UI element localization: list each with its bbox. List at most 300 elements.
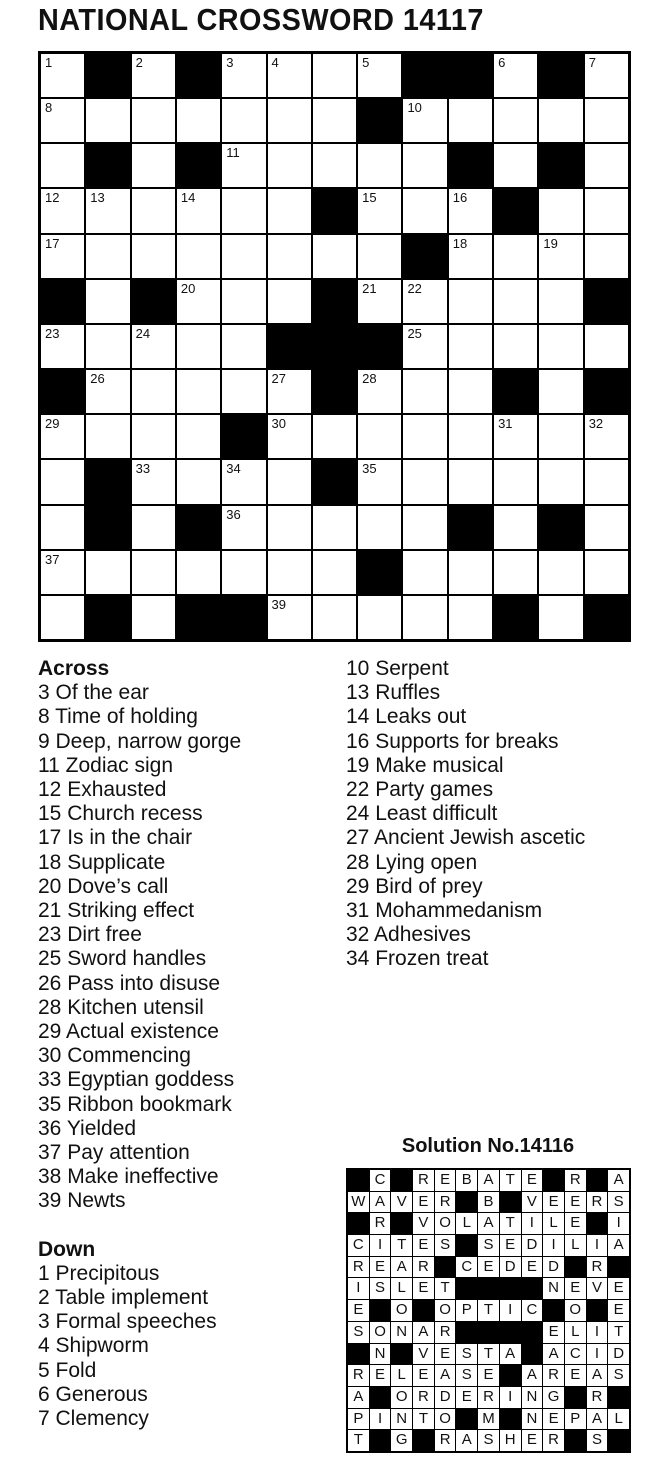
- cell-number: 26: [90, 371, 105, 387]
- solution-letter: A: [391, 1257, 412, 1278]
- grid-cell[interactable]: [41, 54, 84, 97]
- grid-cell[interactable]: [222, 370, 265, 413]
- solution-title: Solution No.14116: [401, 1135, 575, 1157]
- solution-block: [456, 1322, 477, 1343]
- grid-cell[interactable]: [268, 189, 311, 232]
- grid-cell[interactable]: [449, 235, 492, 278]
- clue: 8 Time of holding: [38, 705, 198, 729]
- solution-letter: C: [522, 1300, 543, 1321]
- grid-block: [585, 280, 628, 323]
- solution-block: [413, 1430, 434, 1451]
- grid-cell[interactable]: [132, 144, 175, 187]
- solution-letter: N: [391, 1409, 412, 1430]
- grid-cell[interactable]: [132, 596, 175, 639]
- solution-letter: G: [391, 1430, 412, 1451]
- grid-block: [41, 370, 84, 413]
- grid-block: [86, 596, 129, 639]
- clue: 12 Exhausted: [38, 778, 167, 802]
- grid-cell[interactable]: [358, 54, 401, 97]
- clue: 26 Pass into disuse: [38, 971, 221, 995]
- grid-cell[interactable]: [177, 415, 220, 458]
- grid-cell[interactable]: [585, 460, 628, 503]
- cell-number: 31: [498, 416, 513, 432]
- grid-block: [41, 280, 84, 323]
- cell-number: 7: [588, 55, 596, 70]
- solution-block: [565, 1257, 586, 1278]
- grid-cell[interactable]: [449, 370, 492, 413]
- grid-cell[interactable]: [313, 99, 356, 142]
- cell-number: 28: [362, 371, 377, 387]
- grid-cell[interactable]: [222, 460, 265, 503]
- grid-cell[interactable]: [313, 551, 356, 594]
- grid-cell[interactable]: [449, 189, 492, 232]
- grid-cell[interactable]: [86, 325, 129, 368]
- grid-cell[interactable]: [449, 280, 492, 323]
- grid-cell[interactable]: [539, 460, 582, 503]
- grid-cell[interactable]: [86, 370, 129, 413]
- grid-cell[interactable]: [358, 189, 401, 232]
- grid-cell[interactable]: [494, 460, 537, 503]
- solution-letter: S: [587, 1430, 608, 1451]
- grid-block: [222, 596, 265, 639]
- grid-cell[interactable]: [132, 370, 175, 413]
- grid-cell[interactable]: [41, 235, 84, 278]
- grid-block: [358, 99, 401, 142]
- solution-letter: A: [478, 1170, 499, 1191]
- grid-cell[interactable]: [585, 99, 628, 142]
- cell-number: 10: [407, 100, 422, 116]
- grid-cell[interactable]: [449, 551, 492, 594]
- grid-cell[interactable]: [585, 144, 628, 187]
- grid-cell[interactable]: [449, 415, 492, 458]
- grid-cell[interactable]: [268, 415, 311, 458]
- solution-letter: S: [348, 1322, 369, 1343]
- solution-letter: C: [565, 1344, 586, 1365]
- solution-letter: I: [587, 1344, 608, 1365]
- clue: 35 Ribbon bookmark: [38, 1092, 232, 1116]
- grid-cell[interactable]: [494, 144, 537, 187]
- clue: 24 Least difficult: [346, 802, 498, 826]
- grid-cell[interactable]: [41, 596, 84, 639]
- solution-block: [500, 1192, 521, 1213]
- solution-letter: I: [370, 1409, 391, 1430]
- crossword-grid[interactable]: [38, 51, 631, 642]
- grid-cell[interactable]: [403, 280, 446, 323]
- grid-cell[interactable]: [449, 325, 492, 368]
- grid-block: [313, 280, 356, 323]
- solution-letter: S: [608, 1365, 629, 1386]
- grid-block: [358, 325, 401, 368]
- clue: 16 Supports for breaks: [346, 729, 559, 753]
- grid-cell[interactable]: [132, 415, 175, 458]
- clue: 30 Commencing: [38, 1044, 191, 1068]
- cell-number: 16: [452, 190, 468, 206]
- grid-cell[interactable]: [585, 189, 628, 232]
- grid-cell[interactable]: [132, 189, 175, 232]
- cell-number: 5: [362, 55, 370, 70]
- grid-cell[interactable]: [585, 325, 628, 368]
- solution-letter: E: [565, 1278, 586, 1299]
- solution-letter: C: [370, 1170, 391, 1191]
- clue: 33 Egyptian goddess: [38, 1068, 235, 1092]
- grid-cell[interactable]: [449, 460, 492, 503]
- cell-number: 12: [45, 190, 60, 206]
- grid-cell[interactable]: [403, 370, 446, 413]
- grid-cell[interactable]: [268, 280, 311, 323]
- clue: 37 Pay attention: [38, 1141, 190, 1165]
- solution-block: [413, 1300, 434, 1321]
- grid-cell[interactable]: [313, 506, 356, 549]
- solution-letter: D: [500, 1257, 521, 1278]
- grid-block: [585, 370, 628, 413]
- grid-cell[interactable]: [222, 54, 265, 97]
- grid-cell[interactable]: [177, 325, 220, 368]
- grid-block: [313, 460, 356, 503]
- cell-number: 18: [452, 235, 468, 251]
- solution-block: [370, 1430, 391, 1451]
- solution-block: [348, 1213, 369, 1234]
- solution-block: [478, 1322, 499, 1343]
- solution-letter: S: [456, 1365, 477, 1386]
- grid-cell[interactable]: [358, 144, 401, 187]
- solution-letter: R: [543, 1365, 564, 1386]
- grid-cell[interactable]: [132, 54, 175, 97]
- solution-letter: T: [500, 1170, 521, 1191]
- cell-number: 35: [362, 461, 377, 477]
- solution-letter: E: [456, 1387, 477, 1408]
- cell-number: 36: [226, 506, 241, 522]
- solution-letter: N: [391, 1322, 412, 1343]
- grid-cell[interactable]: [132, 551, 175, 594]
- grid-block: [585, 596, 628, 639]
- solution-letter: L: [608, 1409, 629, 1430]
- solution-letter: T: [348, 1430, 369, 1451]
- clue: 4 Shipworm: [38, 1334, 149, 1358]
- solution-letter: E: [608, 1300, 629, 1321]
- solution-letter: R: [435, 1430, 456, 1451]
- solution-letter: P: [565, 1409, 586, 1430]
- grid-block: [132, 280, 175, 323]
- grid-block: [177, 596, 220, 639]
- solution-letter: R: [435, 1322, 456, 1343]
- solution-letter: L: [391, 1278, 412, 1299]
- grid-cell[interactable]: [41, 415, 84, 458]
- solution-block: [391, 1170, 412, 1191]
- solution-letter: I: [587, 1322, 608, 1343]
- grid-block: [313, 325, 356, 368]
- clue: 28 Kitchen utensil: [38, 995, 204, 1019]
- clue: 25 Sword handles: [38, 947, 207, 971]
- solution-letter: E: [522, 1170, 543, 1191]
- grid-cell[interactable]: [177, 460, 220, 503]
- solution-letter: A: [370, 1192, 391, 1213]
- solution-letter: T: [478, 1344, 499, 1365]
- grid-cell[interactable]: [313, 144, 356, 187]
- solution-block: [500, 1409, 521, 1430]
- solution-block: [522, 1278, 543, 1299]
- grid-cell[interactable]: [313, 596, 356, 639]
- grid-cell[interactable]: [358, 280, 401, 323]
- grid-cell[interactable]: [177, 370, 220, 413]
- grid-cell[interactable]: [222, 506, 265, 549]
- grid-cell[interactable]: [41, 325, 84, 368]
- grid-cell[interactable]: [449, 596, 492, 639]
- grid-cell[interactable]: [41, 551, 84, 594]
- clue: 36 Yielded: [38, 1116, 137, 1140]
- solution-letter: E: [565, 1365, 586, 1386]
- solution-letter: D: [522, 1235, 543, 1256]
- grid-cell[interactable]: [403, 506, 446, 549]
- grid-cell[interactable]: [222, 189, 265, 232]
- solution-letter: E: [413, 1235, 434, 1256]
- grid-cell[interactable]: [86, 280, 129, 323]
- grid-cell[interactable]: [403, 325, 446, 368]
- grid-cell[interactable]: [358, 460, 401, 503]
- solution-letter: E: [435, 1170, 456, 1191]
- grid-cell[interactable]: [86, 415, 129, 458]
- grid-cell[interactable]: [222, 99, 265, 142]
- grid-cell[interactable]: [585, 506, 628, 549]
- grid-cell[interactable]: [132, 506, 175, 549]
- solution-block: [391, 1344, 412, 1365]
- solution-letter: S: [456, 1344, 477, 1365]
- grid-cell[interactable]: [86, 99, 129, 142]
- solution-letter: S: [370, 1278, 391, 1299]
- grid-cell[interactable]: [539, 325, 582, 368]
- grid-cell[interactable]: [585, 551, 628, 594]
- cell-number: 13: [90, 190, 105, 206]
- solution-letter: N: [522, 1387, 543, 1408]
- clue: 5 Fold: [38, 1358, 97, 1382]
- grid-cell[interactable]: [86, 551, 129, 594]
- cell-number: 1: [45, 55, 53, 70]
- grid-cell[interactable]: [268, 144, 311, 187]
- solution-letter: A: [543, 1344, 564, 1365]
- grid-cell[interactable]: [41, 99, 84, 142]
- grid-cell[interactable]: [539, 99, 582, 142]
- grid-cell[interactable]: [358, 596, 401, 639]
- solution-block: [391, 1213, 412, 1234]
- solution-letter: O: [391, 1387, 412, 1408]
- grid-block: [177, 144, 220, 187]
- grid-cell[interactable]: [222, 144, 265, 187]
- solution-letter: R: [565, 1170, 586, 1191]
- grid-cell[interactable]: [268, 54, 311, 97]
- grid-cell[interactable]: [132, 235, 175, 278]
- grid-cell[interactable]: [41, 506, 84, 549]
- solution-letter: V: [391, 1192, 412, 1213]
- solution-letter: A: [456, 1430, 477, 1451]
- grid-cell[interactable]: [41, 189, 84, 232]
- solution-letter: V: [413, 1213, 434, 1234]
- grid-cell[interactable]: [132, 460, 175, 503]
- grid-block: [86, 54, 129, 97]
- solution-block: [456, 1192, 477, 1213]
- grid-cell[interactable]: [132, 99, 175, 142]
- clue: 27 Ancient Jewish ascetic: [346, 826, 586, 850]
- cell-number: 6: [498, 55, 506, 70]
- cell-number: 25: [407, 325, 422, 341]
- clue: 13 Ruffles: [346, 681, 441, 705]
- grid-cell[interactable]: [313, 235, 356, 278]
- grid-cell[interactable]: [268, 235, 311, 278]
- grid-cell[interactable]: [539, 415, 582, 458]
- cell-number: 19: [543, 235, 558, 251]
- grid-block: [403, 235, 446, 278]
- grid-cell[interactable]: [494, 415, 537, 458]
- solution-letter: R: [543, 1430, 564, 1451]
- solution-letter: E: [413, 1192, 434, 1213]
- solution-letter: O: [435, 1409, 456, 1430]
- solution-letter: L: [565, 1322, 586, 1343]
- grid-cell[interactable]: [494, 54, 537, 97]
- grid-cell[interactable]: [177, 280, 220, 323]
- solution-block: [500, 1278, 521, 1299]
- solution-letter: D: [435, 1387, 456, 1408]
- grid-cell[interactable]: [358, 370, 401, 413]
- solution-letter: G: [543, 1387, 564, 1408]
- grid-cell[interactable]: [403, 189, 446, 232]
- solution-letter: E: [543, 1192, 564, 1213]
- grid-cell[interactable]: [268, 460, 311, 503]
- grid-cell[interactable]: [494, 551, 537, 594]
- grid-cell[interactable]: [268, 506, 311, 549]
- grid-cell[interactable]: [177, 99, 220, 142]
- grid-block: [86, 460, 129, 503]
- grid-cell[interactable]: [177, 189, 220, 232]
- grid-cell[interactable]: [403, 460, 446, 503]
- solution-block: [478, 1278, 499, 1299]
- cell-number: 23: [45, 325, 60, 341]
- grid-cell[interactable]: [449, 99, 492, 142]
- solution-block: [500, 1322, 521, 1343]
- grid-cell[interactable]: [539, 551, 582, 594]
- solution-letter: T: [608, 1322, 629, 1343]
- grid-cell[interactable]: [358, 415, 401, 458]
- grid-cell[interactable]: [86, 235, 129, 278]
- grid-cell[interactable]: [268, 596, 311, 639]
- grid-cell[interactable]: [494, 99, 537, 142]
- solution-letter: N: [370, 1344, 391, 1365]
- clue: 39 Newts: [38, 1189, 126, 1213]
- cell-number: 39: [271, 596, 286, 612]
- cell-number: 33: [135, 461, 151, 477]
- grid-cell[interactable]: [222, 235, 265, 278]
- solution-letter: E: [543, 1409, 564, 1430]
- grid-cell[interactable]: [494, 325, 537, 368]
- grid-block: [494, 596, 537, 639]
- grid-cell[interactable]: [268, 370, 311, 413]
- grid-block: [449, 144, 492, 187]
- grid-block: [539, 54, 582, 97]
- clue: 23 Dirt free: [38, 923, 142, 947]
- grid-block: [539, 506, 582, 549]
- solution-letter: W: [348, 1192, 369, 1213]
- solution-letter: C: [348, 1235, 369, 1256]
- solution-letter: E: [348, 1300, 369, 1321]
- grid-block: [494, 370, 537, 413]
- grid-cell[interactable]: [539, 596, 582, 639]
- solution-letter: L: [565, 1235, 586, 1256]
- solution-letter: N: [522, 1409, 543, 1430]
- grid-cell[interactable]: [268, 99, 311, 142]
- grid-cell[interactable]: [494, 506, 537, 549]
- grid-cell[interactable]: [86, 189, 129, 232]
- grid-block: [494, 189, 537, 232]
- grid-cell[interactable]: [268, 551, 311, 594]
- clue: 15 Church recess: [38, 802, 203, 826]
- down-clue-list-left: [38, 1262, 338, 1431]
- solution-letter: O: [565, 1300, 586, 1321]
- grid-cell[interactable]: [403, 551, 446, 594]
- solution-letter: E: [500, 1235, 521, 1256]
- grid-cell[interactable]: [403, 415, 446, 458]
- clue: 2 Table implement: [38, 1286, 209, 1310]
- solution-block: [456, 1235, 477, 1256]
- solution-letter: V: [587, 1278, 608, 1299]
- grid-cell[interactable]: [539, 235, 582, 278]
- grid-cell[interactable]: [494, 235, 537, 278]
- grid-cell[interactable]: [177, 235, 220, 278]
- grid-cell[interactable]: [585, 54, 628, 97]
- grid-cell[interactable]: [222, 325, 265, 368]
- grid-cell[interactable]: [222, 280, 265, 323]
- grid-cell[interactable]: [132, 325, 175, 368]
- solution-block: [500, 1365, 521, 1386]
- grid-cell[interactable]: [313, 54, 356, 97]
- grid-cell[interactable]: [41, 144, 84, 187]
- solution-letter: O: [435, 1213, 456, 1234]
- clue: 9 Deep, narrow gorge: [38, 729, 242, 753]
- solution-letter: A: [348, 1387, 369, 1408]
- grid-cell[interactable]: [313, 415, 356, 458]
- solution-block: [608, 1430, 629, 1451]
- solution-letter: E: [413, 1365, 434, 1386]
- cell-number: 11: [226, 145, 240, 161]
- grid-cell[interactable]: [585, 415, 628, 458]
- grid-cell[interactable]: [403, 144, 446, 187]
- solution-letter: E: [435, 1344, 456, 1365]
- solution-letter: E: [543, 1322, 564, 1343]
- grid-cell[interactable]: [494, 280, 537, 323]
- down-clue-list-right: [346, 657, 656, 972]
- across-heading: Across: [38, 657, 110, 680]
- grid-cell[interactable]: [403, 596, 446, 639]
- grid-cell[interactable]: [539, 370, 582, 413]
- grid-cell[interactable]: [41, 460, 84, 503]
- solution-letter: R: [587, 1257, 608, 1278]
- cell-number: 3: [226, 55, 234, 70]
- grid-cell[interactable]: [222, 551, 265, 594]
- grid-cell[interactable]: [177, 551, 220, 594]
- grid-cell[interactable]: [358, 506, 401, 549]
- solution-letter: R: [435, 1192, 456, 1213]
- grid-cell[interactable]: [539, 280, 582, 323]
- solution-letter: I: [543, 1235, 564, 1256]
- solution-letter: D: [543, 1257, 564, 1278]
- across-clue-list: [38, 681, 338, 1213]
- cell-number: 22: [407, 280, 422, 296]
- clue: 29 Bird of prey: [346, 874, 483, 898]
- grid-cell[interactable]: [539, 189, 582, 232]
- solution-letter: S: [478, 1235, 499, 1256]
- clue: 38 Make ineffective: [38, 1165, 219, 1189]
- grid-cell[interactable]: [403, 99, 446, 142]
- grid-cell[interactable]: [358, 235, 401, 278]
- grid-cell[interactable]: [585, 235, 628, 278]
- solution-letter: R: [370, 1213, 391, 1234]
- solution-letter: A: [587, 1409, 608, 1430]
